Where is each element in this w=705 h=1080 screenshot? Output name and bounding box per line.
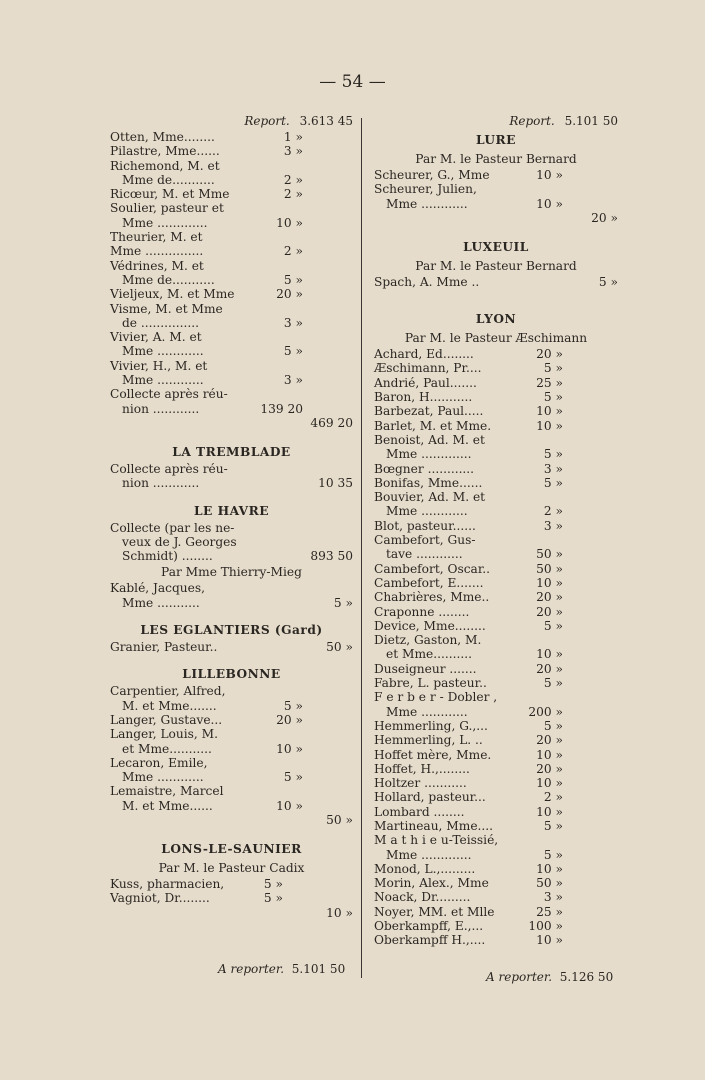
section-heading: LILLEBONNE [182, 667, 281, 682]
entry [374, 933, 618, 947]
entry-amount: 20 » [536, 661, 563, 676]
entry-name: Oberkampff H.,.... [374, 933, 486, 948]
entry-name: Collecte après réu- [110, 387, 228, 402]
entry-name: Benoist, Ad. M. et [374, 432, 485, 447]
entry-amount: 25 » [536, 375, 563, 390]
entry-name: Barbezat, Paul..... [374, 404, 484, 419]
entry [374, 633, 618, 647]
entry [374, 533, 618, 547]
donor-list [110, 130, 353, 416]
entry [110, 159, 353, 173]
entry-amount: 2 » [543, 790, 563, 805]
right-column [374, 114, 618, 948]
entry-amount: 5 » [263, 876, 283, 891]
entry [374, 776, 618, 790]
entry-name: Craponne ........ [374, 604, 470, 619]
entry-name: Hollard, pasteur... [374, 790, 486, 805]
entry [374, 347, 618, 361]
entry-amount: 3 » [543, 461, 563, 476]
entry-amount: 3 » [283, 144, 303, 159]
entry-name: et Mme........... [122, 741, 212, 756]
entry-amount: 50 » [536, 876, 563, 891]
entry [374, 690, 618, 704]
entry [110, 259, 353, 273]
entry [110, 344, 353, 358]
entry [110, 784, 353, 798]
entry [374, 762, 618, 776]
entry [110, 173, 353, 187]
entry [374, 590, 618, 604]
entry-name: Mme ............ [122, 344, 204, 359]
entry [374, 168, 618, 182]
entry-name: Martineau, Mme.... [374, 818, 494, 833]
entry-name: Andrié, Paul....... [374, 375, 477, 390]
donor-list [374, 347, 618, 947]
entry-name: Vieljeux, M. et Mme [110, 287, 235, 302]
donor-list [374, 168, 618, 211]
entry-amount: 10 » [536, 418, 563, 433]
entry [110, 302, 353, 316]
entry-name: Æschimann, Pr.... [374, 361, 482, 376]
entry [110, 402, 353, 416]
entry-amount: 200 » [528, 704, 563, 719]
entry-name: Kuss, pharmacien, [110, 876, 225, 891]
entry [110, 727, 353, 741]
entry-amount: 100 » [528, 919, 563, 934]
carry-forward: A reporter. 5.126 50 [486, 970, 614, 984]
entry [110, 713, 353, 727]
entry-name: Bonifas, Mme...... [374, 475, 483, 490]
entry [374, 476, 618, 490]
entry-amount: 20 » [536, 347, 563, 362]
entry: nion ............ 10 35 [122, 476, 353, 491]
entry-amount: 5 » [283, 344, 303, 359]
entry [110, 201, 353, 215]
entry [374, 833, 618, 847]
entry [374, 819, 618, 833]
entry [374, 647, 618, 661]
entry-amount: 5 » [543, 475, 563, 490]
entry [110, 230, 353, 244]
report-line: Report. 5.101 50 [509, 114, 618, 128]
entry-name: Bœgner ............ [374, 461, 475, 476]
entry-amount: 10 » [276, 741, 303, 756]
entry-amount: 10 » [276, 798, 303, 813]
entry-name: Mme ............ [122, 373, 204, 388]
entry-amount: 5 » [283, 272, 303, 287]
collector-line: Par M. le Pasteur Bernard [415, 152, 577, 166]
entry-amount: 10 » [536, 747, 563, 762]
entry [374, 504, 618, 518]
entry-amount: 20 » [536, 733, 563, 748]
entry-name: Hemmerling, G.,... [374, 718, 488, 733]
entry-name: F e r b e r - Dobler , [374, 690, 498, 705]
entry [374, 905, 618, 919]
entry [110, 287, 353, 301]
entry [110, 699, 353, 713]
entry-amount: 10 » [536, 861, 563, 876]
entry [110, 891, 353, 905]
entry-name: Vagniot, Dr........ [110, 891, 210, 906]
entry-amount: 5 » [543, 847, 563, 862]
entry-name: M a t h i e u-Teissié, [374, 833, 499, 848]
section-heading: LA TREMBLADE [172, 444, 291, 459]
entry-name: Hoffet, H.,........ [374, 761, 470, 776]
entry: Collecte après réu- [110, 461, 228, 476]
donor-list [110, 684, 353, 813]
entry-name: Mme ............ [122, 770, 204, 785]
entry [374, 848, 618, 862]
entry [110, 770, 353, 784]
entry-name: Ricœur, M. et Mme [110, 187, 230, 202]
entry-name: Dietz, Gaston, M. [374, 633, 482, 648]
entry-amount: 20 » [536, 590, 563, 605]
section-heading: LURE [476, 133, 516, 147]
entry [374, 748, 618, 762]
entry-amount: 25 » [536, 904, 563, 919]
entry-name: Scheurer, G., Mme [374, 168, 490, 182]
entry-amount: 5 » [543, 390, 563, 405]
entry-amount: 3 » [283, 373, 303, 388]
entry-amount: 50 » [536, 561, 563, 576]
entry [374, 419, 618, 433]
entry-name: Mme ............. [386, 447, 472, 462]
entry [110, 216, 353, 230]
entry [110, 316, 353, 330]
collector-line: Par M. le Pasteur Bernard [415, 258, 577, 273]
entry [110, 799, 353, 813]
entry-amount: 5 » [543, 818, 563, 833]
entry-amount: 5 » [543, 718, 563, 733]
entry-name: Védrines, M. et [110, 258, 204, 273]
entry [374, 562, 618, 576]
entry-amount: 10 » [536, 575, 563, 590]
entry-name: Mme ............. [386, 847, 472, 862]
entry [374, 705, 618, 719]
entry [374, 390, 618, 404]
entry-name: Monod, L.,......... [374, 861, 476, 876]
entry [374, 676, 618, 690]
donor-list [110, 877, 353, 906]
entry [374, 404, 618, 418]
entry-name: Visme, M. et Mme [110, 301, 223, 316]
entry-name: Cambefort, E....... [374, 575, 484, 590]
entry [374, 805, 618, 819]
entry-name: tave ............ [386, 547, 463, 562]
entry-name: de ............... [122, 315, 199, 330]
entry-amount: 10 » [536, 196, 563, 211]
collector-line: Par M. le Pasteur Cadix [158, 860, 305, 875]
entry [110, 756, 353, 770]
left-column [110, 114, 353, 922]
entry [374, 197, 618, 211]
entry [110, 742, 353, 756]
section-total: 20 » [591, 210, 618, 225]
collector-line: Par M. le Pasteur Æschimann [404, 331, 588, 346]
entry-amount: 3 » [543, 890, 563, 905]
entry-name: Cambefort, Oscar.. [374, 561, 491, 576]
entry-amount: 10 » [536, 933, 563, 948]
entry: Kablé, Jacques, [110, 581, 206, 596]
report-line: Report. 3.613 45 [244, 114, 353, 128]
entry-name: Richemond, M. et [110, 158, 220, 173]
entry-name: Hemmerling, L. .. [374, 733, 483, 748]
entry-name: Mme de........... [122, 272, 215, 287]
entry [374, 433, 618, 447]
entry-name: Baron, H........... [374, 390, 473, 405]
entry-amount: 10 » [536, 404, 563, 419]
entry-name: Holtzer ........... [374, 776, 467, 791]
entry [374, 719, 618, 733]
entry-name: Mme ............. [122, 215, 208, 230]
section-heading: LONS-LE-SAUNIER [161, 841, 302, 856]
entry [110, 244, 353, 258]
entry-name: Bouvier, Ad. M. et [374, 490, 486, 505]
entry [374, 462, 618, 476]
entry-amount: 50 » [536, 547, 563, 562]
entry: Schmidt) ........ 893 50 [122, 549, 353, 564]
entry [374, 619, 618, 633]
section-heading: LE HAVRE [193, 503, 270, 518]
entry-name: Cambefort, Gus- [374, 533, 476, 548]
entry-name: Vivier, H., M. et [110, 358, 208, 373]
entry: Mme ........... 5 » [122, 595, 353, 610]
entry [374, 662, 618, 676]
entry-amount: 2 » [283, 187, 303, 202]
entry [374, 876, 618, 890]
entry-amount: 5 » [543, 361, 563, 376]
entry [374, 862, 618, 876]
entry [110, 130, 353, 144]
entry-name: Duseigneur ....... [374, 661, 477, 676]
entry-name: Achard, Ed........ [374, 347, 474, 362]
entry-amount: 2 » [543, 504, 563, 519]
entry [374, 490, 618, 504]
entry-name: Device, Mme........ [374, 618, 486, 633]
entry-name: Blot, pasteur...... [374, 518, 476, 533]
entry-name: Oberkampff, E.,... [374, 919, 484, 934]
entry-name: Mme ............... [110, 244, 204, 259]
entry [374, 447, 618, 461]
entry-name: Noack, Dr......... [374, 890, 471, 905]
entry-name: Morin, Alex., Mme [374, 876, 489, 891]
collector-line: Par Mme Thierry-Mieg [161, 565, 302, 580]
entry-name: Lemaistre, Marcel [110, 784, 224, 799]
entry [110, 387, 353, 401]
entry-name: Mme ............ [386, 704, 468, 719]
section-heading: LUXEUIL [463, 239, 529, 254]
entry [110, 330, 353, 344]
entry-name: Scheurer, Julien, [374, 182, 477, 197]
entry-name: Otten, Mme........ [110, 130, 215, 144]
entry-name: Mme ............ [386, 504, 468, 519]
entry [374, 519, 618, 533]
entry-name: et Mme.......... [386, 647, 472, 662]
entry [110, 877, 353, 891]
entry [374, 733, 618, 747]
entry-name: Theurier, M. et [110, 230, 203, 245]
entry [110, 187, 353, 201]
entry-name: Carpentier, Alfred, [110, 684, 226, 699]
entry-name: M. et Mme....... [122, 698, 217, 713]
entry-amount: 20 » [536, 604, 563, 619]
entry-amount: 10 » [536, 168, 563, 182]
entry [374, 790, 618, 804]
entry-name: Mme de........... [122, 172, 215, 187]
section-total: 10 » [326, 905, 353, 920]
entry-name: M. et Mme...... [122, 798, 213, 813]
entry [110, 684, 353, 698]
entry [374, 605, 618, 619]
entry-name: Langer, Louis, M. [110, 727, 218, 742]
entry-amount: 5 » [263, 891, 283, 906]
entry-amount: 10 » [536, 647, 563, 662]
entry-name: Lombard ........ [374, 804, 465, 819]
entry: veux de J. Georges [122, 534, 237, 549]
entry-amount: 2 » [283, 244, 303, 259]
entry-amount: 1 » [283, 130, 303, 144]
entry-name: Vivier, A. M. et [110, 330, 202, 345]
section-heading: LES EGLANTIERS (Gard) [140, 623, 323, 638]
entry: Collecte (par les ne- [110, 520, 235, 535]
entry-amount: 10 » [536, 804, 563, 819]
entry [374, 890, 618, 904]
entry [110, 373, 353, 387]
entry [110, 359, 353, 373]
entry-name: Barlet, M. et Mme. [374, 418, 492, 433]
entry-name: Mme ............ [386, 196, 468, 211]
entry-amount: 5 » [543, 447, 563, 462]
entry-amount: 139 20 [260, 401, 303, 416]
entry [374, 361, 618, 375]
entry-amount: 2 » [283, 172, 303, 187]
entry [374, 182, 618, 196]
entry-name: Chabrières, Mme.. [374, 590, 490, 605]
entry-amount: 10 » [276, 215, 303, 230]
entry-amount: 5 » [283, 698, 303, 713]
entry [110, 144, 353, 158]
entry-amount: 20 » [276, 712, 303, 727]
entry: Spach, A. Mme .. 5 » [374, 274, 618, 289]
entry [374, 547, 618, 561]
entry-amount: 10 » [536, 776, 563, 791]
column-divider [361, 118, 362, 978]
entry-name: Soulier, pasteur et [110, 201, 224, 216]
entry-amount: 3 » [543, 518, 563, 533]
entry [110, 273, 353, 287]
entry-amount: 20 » [276, 287, 303, 302]
entry [374, 576, 618, 590]
entry: Granier, Pasteur.. 50 » [110, 640, 353, 655]
entry-amount: 20 » [536, 761, 563, 776]
entry [374, 919, 618, 933]
entry-name: Noyer, MM. et Mlle [374, 904, 495, 919]
entry-name: Langer, Gustave... [110, 712, 223, 727]
section-total: 469 20 [310, 415, 353, 430]
entry-amount: 5 » [543, 676, 563, 691]
entry-amount: 3 » [283, 315, 303, 330]
page-number: — 54 — [319, 72, 386, 92]
entry-name: nion ............ [122, 401, 200, 416]
section-total: 50 » [326, 812, 353, 827]
entry [374, 376, 618, 390]
entry-name: Pilastre, Mme...... [110, 144, 220, 159]
carry-forward: A reporter. 5.101 50 [218, 962, 346, 976]
entry-amount: 5 » [543, 618, 563, 633]
section-heading: LYON [475, 312, 517, 327]
entry-name: Hoffet mère, Mme. [374, 747, 492, 762]
entry-name: Fabre, L. pasteur.. [374, 676, 487, 691]
entry-name: Lecaron, Emile, [110, 755, 208, 770]
entry-amount: 5 » [283, 770, 303, 785]
